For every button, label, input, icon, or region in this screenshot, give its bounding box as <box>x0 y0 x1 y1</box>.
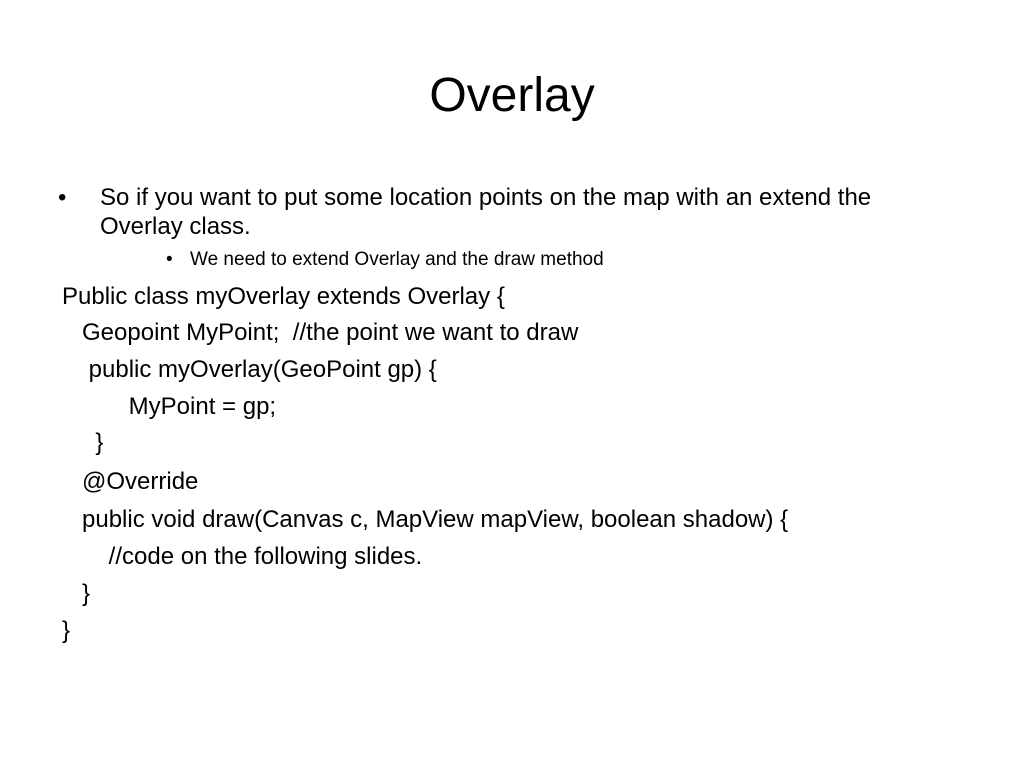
code-line: public void draw(Canvas c, MapView mapView, boolean shadow) { <box>62 506 789 533</box>
code-line: } <box>62 429 104 456</box>
code-line: //code on the following slides. <box>62 543 423 570</box>
sub-bullet-text: We need to extend Overlay and the draw method <box>190 249 604 270</box>
code-line: public myOverlay(GeoPoint gp) { <box>62 356 437 383</box>
sub-bullet-marker: • <box>166 249 173 270</box>
code-line: MyPoint = gp; <box>62 393 277 420</box>
slide-title: Overlay <box>429 69 595 122</box>
code-line: } <box>62 617 71 644</box>
code-line: @Override <box>62 468 199 495</box>
code-line: Geopoint MyPoint; //the point we want to draw <box>62 319 579 346</box>
bullet-text: So if you want to put some location points on the map with an extend the Overlay class. <box>100 184 872 240</box>
code-line: } <box>62 580 91 607</box>
code-line: Public class myOverlay extends Overlay { <box>62 283 505 310</box>
bullet-marker: • <box>58 184 67 211</box>
